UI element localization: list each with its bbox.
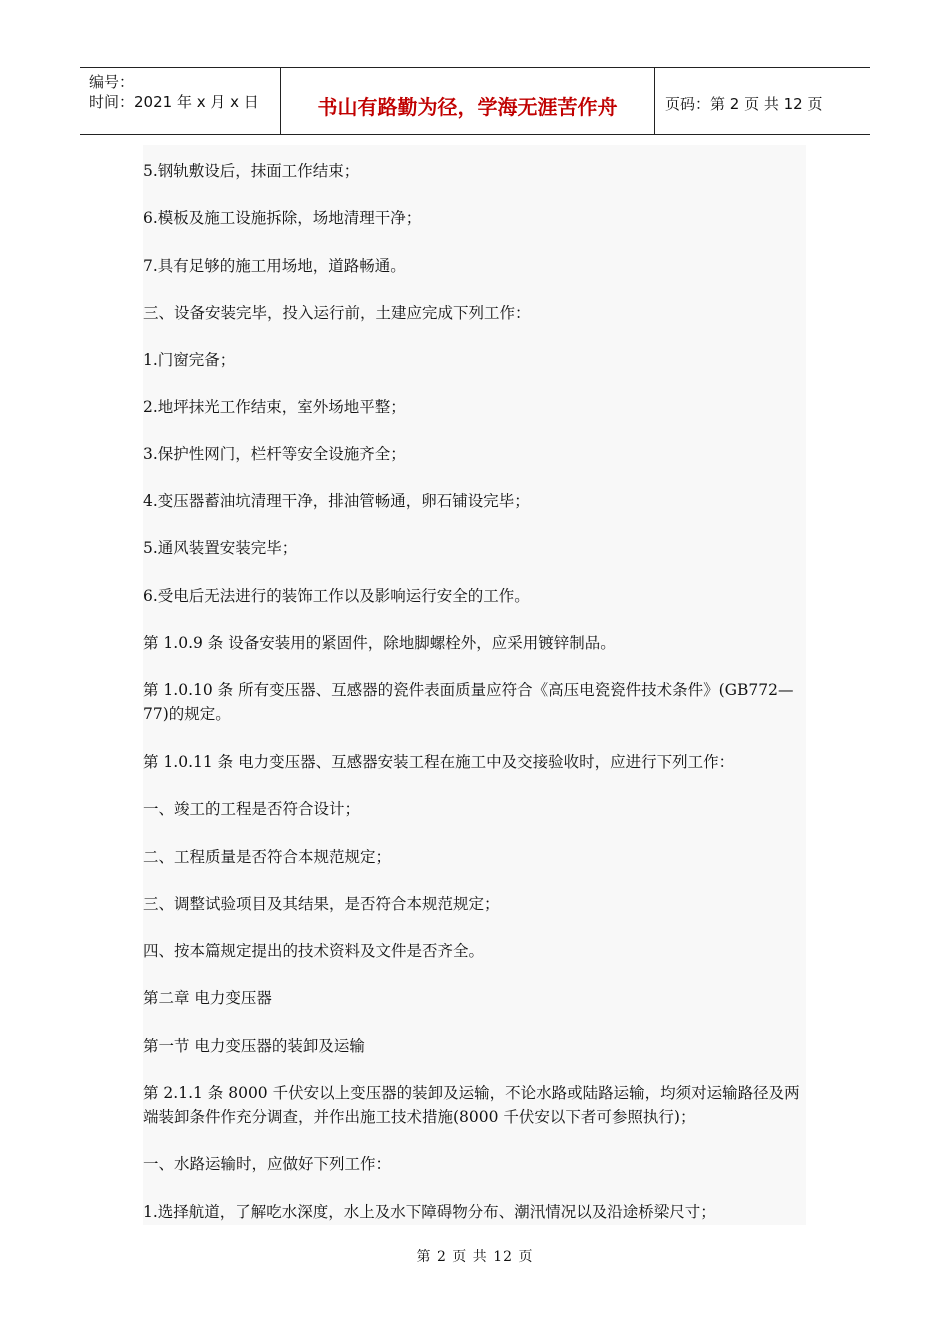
paragraph: 6.受电后无法进行的装饰工作以及影响运行安全的工作。 — [143, 587, 530, 605]
paragraph: 1.选择航道，了解吃水深度，水上及水下障碍物分布、潮汛情况以及沿途桥梁尺寸； — [143, 1203, 716, 1221]
page-footer: 第 2 页 共 12 页 — [416, 1249, 534, 1265]
paragraph: 一、竣工的工程是否符合设计； — [143, 800, 361, 818]
chapter-heading: 第二章 电力变压器 — [143, 989, 272, 1007]
paragraph: 6.模板及施工设施拆除，场地清理干净； — [143, 209, 422, 227]
paragraph: 一、水路运输时，应做好下列工作： — [143, 1155, 392, 1173]
paragraph: 4.变压器蓄油坑清理干净，排油管畅通，卵石铺设完毕； — [143, 492, 530, 510]
paragraph: 7.具有足够的施工用场地，道路畅通。 — [143, 257, 406, 275]
paragraph: 5.钢轨敷设后，抹面工作结束； — [143, 162, 360, 180]
document-number-label: 编号： — [89, 73, 135, 91]
paragraph: 四、按本篇规定提出的技术资料及文件是否齐全。 — [143, 942, 485, 960]
header-motto: 书山有路勤为径，学海无涯苦作舟 — [281, 68, 655, 134]
page-header — [80, 67, 870, 135]
paragraph: 1.门窗完备； — [143, 351, 236, 369]
article-clause: 第 2.1.1 条 8000 千伏安以上变压器的装卸及运输，不论水路或陆路运输，均须对运输路径及两端装卸条件作充分调查，并作出施工技术措施(8000 千伏安以下者可参照执行)； — [143, 1084, 800, 1126]
header-page-info: 页码：第 2 页 共 12 页 — [665, 94, 823, 113]
article-clause: 第 1.0.10 条 所有变压器、互感器的瓷件表面质量应符合《高压电瓷瓷件技术条件》(GB772—77)的规定。 — [143, 681, 794, 723]
header-meta — [80, 68, 281, 134]
article-clause: 第 1.0.11 条 电力变压器、互感器安装工程在施工中及交接验收时，应进行下列工作： — [143, 753, 735, 771]
section-heading: 三、设备安装完毕，投入运行前，土建应完成下列工作： — [143, 304, 531, 322]
article-clause: 第 1.0.9 条 设备安装用的紧固件，除地脚螺栓外，应采用镀锌制品。 — [143, 634, 616, 652]
paragraph: 二、工程质量是否符合本规范规定； — [143, 848, 392, 866]
paragraph: 三、调整试验项目及其结果，是否符合本规范规定； — [143, 895, 500, 913]
paragraph: 3.保护性网门，栏杆等安全设施齐全； — [143, 445, 406, 463]
document-body — [143, 145, 806, 1225]
document-time-label: 时间：2021 年 x 月 x 日 — [89, 93, 259, 111]
paragraph: 2.地坪抹光工作结束，室外场地平整； — [143, 398, 406, 416]
section-heading: 第一节 电力变压器的装卸及运输 — [143, 1037, 365, 1055]
paragraph: 5.通风装置安装完毕； — [143, 539, 298, 557]
